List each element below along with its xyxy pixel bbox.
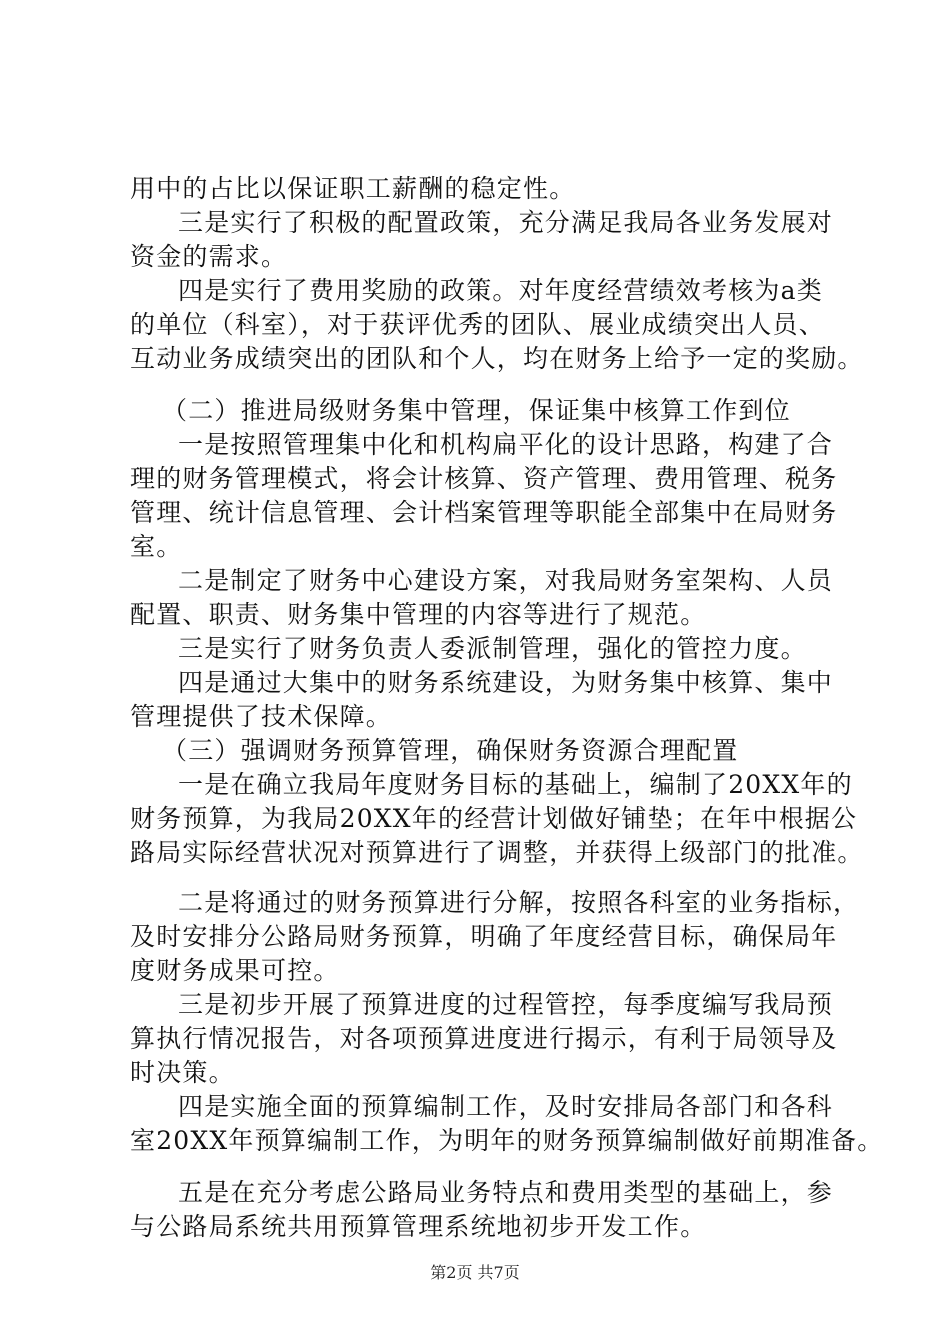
paragraph-line: 五是在充分考虑公路局业务特点和费用类型的基础上，参 — [178, 1178, 834, 1207]
text-line: 时决策。 — [130, 1058, 235, 1087]
paragraph-line: 三是实行了财务负责人委派制管理，强化的管控力度。 — [178, 634, 807, 663]
text-line: 室20XX年预算编制工作，为明年的财务预算编制做好前期准备。 — [130, 1126, 884, 1155]
text-line: 配置、职责、财务集中管理的内容等进行了规范。 — [130, 600, 707, 629]
text-line: 及时安排分公路局财务预算，明确了年度经营目标，确保局年 — [130, 922, 838, 951]
section-heading: （二）推进局级财务集中管理，保证集中核算工作到位 — [162, 396, 791, 425]
paragraph-line: 四是实施全面的预算编制工作，及时安排局各部门和各科 — [178, 1092, 834, 1121]
paragraph-line: 二是制定了财务中心建设方案，对我局财务室架构、人员 — [178, 566, 834, 595]
paragraph-line: 二是将通过的财务预算进行分解，按照各科室的业务指标， — [178, 888, 860, 917]
paragraph-line: 一是在确立我局年度财务目标的基础上，编制了20XX年的 — [178, 770, 853, 799]
text-line: 管理、统计信息管理、会计档案管理等职能全部集中在局财务 — [130, 498, 838, 527]
text-line: 管理提供了技术保障。 — [130, 702, 393, 731]
paragraph-line: 三是实行了积极的配置政策，充分满足我局各业务发展对 — [178, 208, 834, 237]
paragraph-line: 四是实行了费用奖励的政策。对年度经营绩效考核为a类 — [178, 276, 823, 305]
text-line: 室。 — [130, 532, 183, 561]
paragraph-line: 三是初步开展了预算进度的过程管控，每季度编写我局预 — [178, 990, 834, 1019]
paragraph-line: 四是通过大集中的财务系统建设，为财务集中核算、集中 — [178, 668, 834, 697]
text-line: 资金的需求。 — [130, 242, 288, 271]
section-heading: （三）强调财务预算管理，确保财务资源合理配置 — [162, 736, 739, 765]
page-footer: 第2页 共7页 — [430, 1263, 520, 1282]
text-line: 算执行情况报告，对各项预算进度进行揭示，有利于局领导及 — [130, 1024, 838, 1053]
text-line: 与公路局系统共用预算管理系统地初步开发工作。 — [130, 1212, 707, 1241]
text-line: 理的财务管理模式，将会计核算、资产管理、费用管理、税务 — [130, 464, 838, 493]
text-line: 度财务成果可控。 — [130, 956, 340, 985]
text-line: 财务预算，为我局20XX年的经营计划做好铺垫；在年中根据公 — [130, 804, 858, 833]
text-line: 路局实际经营状况对预算进行了调整，并获得上级部门的批准。 — [130, 838, 864, 867]
text-line: 用中的占比以保证职工薪酬的稳定性。 — [130, 174, 576, 203]
text-line: 的单位（科室），对于获评优秀的团队、展业成绩突出人员、 — [130, 310, 825, 339]
text-line: 互动业务成绩突出的团队和个人，均在财务上给予一定的奖励。 — [130, 344, 864, 373]
paragraph-line: 一是按照管理集中化和机构扁平化的设计思路，构建了合 — [178, 430, 834, 459]
